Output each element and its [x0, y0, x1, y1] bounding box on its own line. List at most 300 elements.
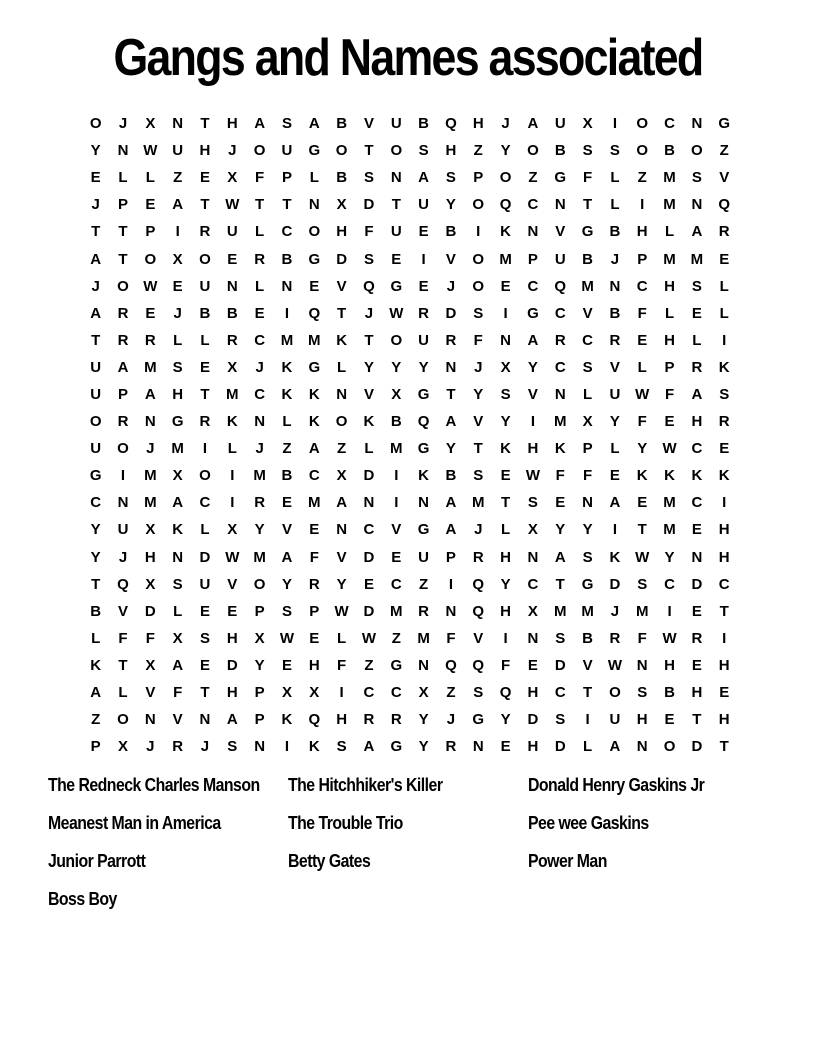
grid-cell: M [253, 548, 266, 566]
grid-cell: L [664, 304, 675, 322]
grid-cell: O [472, 277, 485, 295]
grid-cell: A [254, 115, 266, 133]
grid-cell: D [363, 602, 375, 620]
grid-cell: H [500, 548, 511, 566]
grid-cell: I [585, 711, 590, 729]
grid-cell: B [609, 304, 621, 322]
grid-cell: E [309, 629, 320, 647]
grid-cell: H [636, 711, 648, 729]
grid-cell: X [527, 521, 538, 539]
grid-cell: N [172, 115, 184, 133]
grid-cell: L [719, 277, 729, 295]
grid-row [82, 245, 738, 272]
grid-cell: M [171, 440, 184, 458]
grid-cell: C [718, 575, 730, 593]
grid-cell: R [390, 711, 402, 729]
grid-cell: N [445, 358, 457, 376]
grid-cell: Y [473, 385, 484, 403]
grid-cell: Q [718, 196, 731, 214]
grid-cell: X [145, 115, 156, 133]
grid-cell: A [445, 521, 457, 539]
grid-row [82, 164, 738, 191]
grid-cell: V [117, 602, 128, 620]
grid-cell: O [663, 738, 676, 756]
grid-cell: Y [500, 142, 511, 160]
grid-cell: U [418, 548, 430, 566]
grid-cell: O [253, 142, 266, 160]
grid-cell: K [226, 413, 238, 431]
grid-cell: L [255, 277, 265, 295]
grid-cell: Y [281, 575, 292, 593]
grid-cell: M [390, 602, 403, 620]
grid-cell: A [226, 711, 238, 729]
grid-cell: G [581, 223, 594, 241]
grid-cell: M [144, 358, 157, 376]
grid-cell: V [555, 223, 566, 241]
grid-cell: W [225, 548, 240, 566]
grid-cell: V [609, 358, 620, 376]
grid-cell: Z [637, 169, 647, 187]
grid-cell: R [144, 331, 156, 349]
grid-cell: N [445, 602, 457, 620]
word-list-item: Power Man [528, 851, 607, 871]
grid-cell: W [662, 440, 677, 458]
grid-cell: U [199, 277, 211, 295]
grid-cell: N [144, 711, 156, 729]
grid-cell: L [582, 385, 593, 403]
grid-cell: F [145, 629, 155, 647]
grid-cell: Z [91, 711, 101, 729]
grid-cell: T [282, 196, 292, 214]
grid-cell: U [172, 142, 184, 160]
grid-cell: W [143, 277, 158, 295]
grid-cell: J [91, 196, 100, 214]
grid-cell: N [582, 494, 593, 512]
grid-cell: D [554, 738, 566, 756]
grid-cell: P [473, 169, 484, 187]
grid-cell: M [635, 602, 649, 620]
grid-cell: B [199, 304, 211, 322]
grid-cell: W [635, 548, 650, 566]
grid-cell: O [89, 413, 102, 431]
grid-cell: I [339, 684, 344, 702]
grid-cell: H [472, 115, 484, 133]
grid-cell: X [227, 169, 238, 187]
grid-cell: C [363, 521, 375, 539]
grid-cell: I [120, 467, 126, 485]
grid-cell: D [445, 304, 457, 322]
grid-cell: Q [499, 684, 512, 702]
grid-cell: Z [719, 142, 729, 160]
grid-cell: R [172, 738, 184, 756]
grid-cell: H [527, 738, 539, 756]
grid-cell: O [199, 467, 211, 485]
grid-row [82, 706, 738, 733]
grid-cell: E [637, 494, 648, 512]
grid-cell: T [364, 331, 374, 349]
grid-cell: R [117, 331, 129, 349]
grid-cell: F [364, 223, 374, 241]
grid-cell: R [117, 304, 129, 322]
grid-cell: C [363, 684, 375, 702]
grid-cell: E [637, 331, 648, 349]
grid-cell: R [418, 602, 430, 620]
grid-cell: H [500, 602, 511, 620]
grid-cell: V [363, 115, 374, 133]
grid-cell: Y [609, 413, 620, 431]
grid-cell: A [609, 738, 621, 756]
grid-cell: P [281, 169, 292, 187]
grid-cell: L [501, 521, 511, 539]
grid-cell: Y [391, 358, 402, 376]
grid-cell: Q [363, 277, 375, 295]
grid-cell: R [418, 304, 430, 322]
grid-cell: N [691, 196, 703, 214]
grid-cell: N [390, 169, 402, 187]
grid-cell: I [503, 304, 508, 322]
grid-cell: V [582, 304, 593, 322]
grid-cell: G [308, 142, 321, 160]
grid-row [82, 110, 738, 137]
grid-cell: J [255, 440, 264, 458]
grid-cell: Y [90, 548, 101, 566]
grid-cell: Q [472, 656, 485, 674]
grid-cell: L [610, 440, 620, 458]
grid-cell: S [473, 467, 484, 485]
grid-cell: K [718, 358, 730, 376]
grid-cell: G [718, 115, 731, 133]
grid-cell: L [118, 169, 128, 187]
grid-cell: K [308, 385, 320, 403]
grid-cell: M [663, 250, 676, 268]
grid-cell: R [718, 413, 730, 431]
grid-cell: Q [499, 196, 512, 214]
grid-cell: O [390, 331, 403, 349]
grid-cell: J [446, 711, 456, 729]
grid-cell: B [336, 115, 348, 133]
grid-cell: V [172, 711, 183, 729]
grid-cell: F [446, 629, 456, 647]
grid-cell: W [607, 656, 622, 674]
grid-cell: A [144, 385, 156, 403]
grid-cell: W [662, 629, 677, 647]
grid-cell: N [254, 738, 266, 756]
grid-cell: T [446, 385, 456, 403]
grid-cell: L [664, 223, 675, 241]
grid-cell: C [554, 358, 566, 376]
grid-row [82, 381, 738, 408]
grid-cell: Y [500, 413, 511, 431]
grid-cell: T [255, 196, 265, 214]
grid-cell: E [691, 304, 702, 322]
grid-cell: F [637, 629, 647, 647]
grid-cell: U [390, 223, 402, 241]
grid-cell: T [200, 115, 210, 133]
grid-cell: S [555, 629, 566, 647]
grid-cell: I [612, 521, 617, 539]
grid-cell: U [609, 711, 621, 729]
grid-row [82, 598, 738, 625]
grid-cell: J [474, 521, 483, 539]
grid-cell: P [254, 711, 265, 729]
grid-cell: O [636, 142, 649, 160]
grid-cell: M [663, 521, 676, 539]
grid-cell: P [254, 602, 265, 620]
grid-cell: N [336, 521, 348, 539]
grid-cell: U [281, 142, 293, 160]
grid-cell: S [555, 711, 566, 729]
grid-row [82, 137, 738, 164]
grid-cell: L [610, 196, 620, 214]
word-list-item: Junior Parrott [48, 851, 146, 871]
grid-cell: A [445, 413, 457, 431]
grid-cell: C [90, 494, 102, 512]
grid-cell: P [254, 684, 265, 702]
grid-cell: M [663, 494, 676, 512]
grid-cell: N [363, 494, 375, 512]
grid-cell: L [200, 331, 210, 349]
word-list-item: The Trouble Trio [288, 813, 403, 833]
grid-cell: H [172, 385, 184, 403]
grid-cell: N [691, 548, 703, 566]
grid-cell: C [281, 223, 293, 241]
grid-cell: D [226, 656, 238, 674]
grid-cell: H [527, 440, 539, 458]
grid-cell: S [637, 575, 648, 593]
grid-row [82, 300, 738, 327]
grid-cell: J [118, 548, 128, 566]
grid-cell: M [499, 250, 512, 268]
grid-cell: O [609, 684, 621, 702]
grid-cell: E [500, 467, 511, 485]
grid-cell: C [582, 331, 593, 349]
grid-cell: N [636, 656, 648, 674]
grid-cell: Z [391, 629, 401, 647]
grid-cell: A [90, 250, 102, 268]
grid-cell: E [500, 738, 511, 756]
grid-cell: R [472, 548, 484, 566]
grid-cell: Z [528, 169, 538, 187]
grid-cell: C [664, 575, 675, 593]
grid-cell: Y [363, 358, 374, 376]
grid-cell: X [391, 385, 402, 403]
grid-cell: V [391, 521, 402, 539]
grid-cell: R [445, 738, 457, 756]
grid-cell: E [391, 548, 402, 566]
grid-row [82, 273, 738, 300]
grid-cell: E [555, 494, 566, 512]
grid-cell: K [636, 467, 648, 485]
grid-cell: M [581, 602, 594, 620]
grid-cell: M [663, 169, 676, 187]
grid-cell: L [309, 169, 319, 187]
grid-cell: Y [527, 358, 538, 376]
word-list-item: Donald Henry Gaskins Jr [528, 775, 705, 795]
grid-cell: B [445, 223, 457, 241]
grid-cell: F [664, 385, 675, 403]
grid-cell: S [281, 602, 292, 620]
grid-cell: I [284, 738, 290, 756]
grid-cell: Z [173, 169, 183, 187]
grid-cell: K [418, 467, 430, 485]
grid-cell: X [527, 602, 538, 620]
grid-cell: S [691, 169, 702, 187]
grid-cell: Y [336, 575, 347, 593]
grid-cell: W [225, 196, 240, 214]
grid-cell: R [609, 629, 621, 647]
grid-cell: I [394, 494, 399, 512]
word-list-item: Boss Boy [48, 889, 117, 909]
grid-cell: C [390, 575, 402, 593]
grid-cell: E [199, 169, 210, 187]
grid-cell: F [501, 656, 511, 674]
grid-cell: T [364, 142, 374, 160]
grid-cell: L [637, 358, 647, 376]
grid-cell: G [417, 440, 430, 458]
grid-cell: G [390, 738, 403, 756]
grid-cell: A [90, 684, 102, 702]
grid-row [82, 652, 738, 679]
grid-cell: X [582, 413, 593, 431]
grid-cell: P [117, 196, 128, 214]
grid-cell: N [308, 196, 320, 214]
grid-cell: E [691, 656, 702, 674]
grid-cell: O [691, 142, 703, 160]
grid-cell: T [719, 602, 729, 620]
grid-cell: P [664, 358, 675, 376]
grid-cell: L [337, 358, 347, 376]
grid-cell: D [363, 196, 375, 214]
grid-cell: O [390, 142, 403, 160]
grid-cell: W [279, 629, 295, 647]
grid-cell: S [582, 548, 593, 566]
grid-cell: O [89, 115, 102, 133]
grid-cell: S [473, 684, 484, 702]
grid-cell: J [91, 277, 100, 295]
grid-cell: E [691, 602, 702, 620]
grid-cell: L [610, 169, 620, 187]
grid-cell: O [253, 575, 266, 593]
grid-cell: G [554, 169, 567, 187]
grid-cell: U [609, 385, 621, 403]
grid-cell: S [691, 277, 702, 295]
grid-cell: O [117, 440, 129, 458]
grid-cell: G [527, 304, 539, 322]
grid-cell: V [145, 684, 156, 702]
grid-cell: E [418, 277, 429, 295]
grid-cell: B [281, 250, 293, 268]
grid-cell: B [582, 250, 593, 268]
grid-cell: B [226, 304, 238, 322]
grid-cell: H [226, 115, 238, 133]
grid-cell: N [199, 711, 211, 729]
word-list-item: The Hitchhiker's Killer [288, 775, 443, 795]
grid-cell: Z [364, 656, 374, 674]
grid-cell: Y [500, 711, 511, 729]
grid-cell: L [227, 440, 237, 458]
grid-cell: K [718, 467, 730, 485]
grid-cell: K [664, 467, 675, 485]
grid-cell: T [582, 684, 593, 702]
grid-cell: P [145, 223, 156, 241]
grid-cell: W [361, 629, 377, 647]
grid-cell: M [280, 331, 294, 349]
grid-cell: X [254, 629, 265, 647]
grid-cell: R [363, 711, 375, 729]
grid-cell: N [554, 196, 566, 214]
grid-cell: N [117, 142, 129, 160]
grid-cell: Y [90, 142, 101, 160]
grid-cell: D [363, 467, 375, 485]
grid-cell: V [445, 250, 456, 268]
grid-cell: I [530, 413, 535, 431]
grid-cell: N [609, 277, 621, 295]
grid-cell: H [199, 142, 211, 160]
grid-cell: J [255, 358, 264, 376]
grid-cell: T [337, 304, 347, 322]
grid-cell: E [719, 250, 730, 268]
grid-cell: O [472, 250, 485, 268]
grid-cell: U [90, 440, 102, 458]
grid-cell: M [581, 277, 594, 295]
grid-cell: F [582, 467, 593, 485]
grid-cell: C [691, 494, 703, 512]
grid-cell: N [527, 629, 539, 647]
grid-row [82, 571, 738, 598]
grid-cell: U [199, 575, 211, 593]
grid-cell: Q [417, 413, 430, 431]
grid-cell: J [501, 115, 510, 133]
grid-cell: X [336, 196, 347, 214]
grid-cell: K [308, 738, 320, 756]
grid-cell: W [525, 467, 540, 485]
grid-cell: E [145, 196, 156, 214]
grid-cell: P [527, 250, 538, 268]
grid-row [82, 462, 738, 489]
grid-cell: L [719, 304, 729, 322]
grid-cell: E [281, 494, 292, 512]
grid-cell: I [503, 629, 508, 647]
grid-cell: I [284, 304, 290, 322]
grid-cell: U [418, 196, 430, 214]
grid-cell: T [473, 440, 483, 458]
grid-cell: M [690, 250, 704, 268]
grid-cell: W [143, 142, 158, 160]
grid-cell: A [609, 494, 621, 512]
grid-cell: A [308, 115, 320, 133]
grid-cell: R [609, 331, 621, 349]
grid-cell: T [118, 250, 128, 268]
grid-cell: B [664, 142, 675, 160]
grid-cell: E [281, 656, 292, 674]
grid-cell: K [336, 331, 348, 349]
grid-cell: I [448, 575, 454, 593]
grid-cell: Y [582, 521, 593, 539]
grid-cell: N [691, 115, 703, 133]
grid-cell: Z [419, 575, 429, 593]
grid-cell: C [527, 277, 539, 295]
grid-row [82, 625, 738, 652]
grid-cell: H [308, 656, 320, 674]
grid-cell: X [309, 684, 320, 702]
grid-cell: L [282, 413, 292, 431]
grid-cell: B [582, 629, 593, 647]
grid-cell: R [554, 331, 566, 349]
grid-cell: I [202, 440, 208, 458]
grid-cell: N [472, 738, 484, 756]
grid-cell: R [691, 358, 703, 376]
grid-cell: A [691, 385, 703, 403]
